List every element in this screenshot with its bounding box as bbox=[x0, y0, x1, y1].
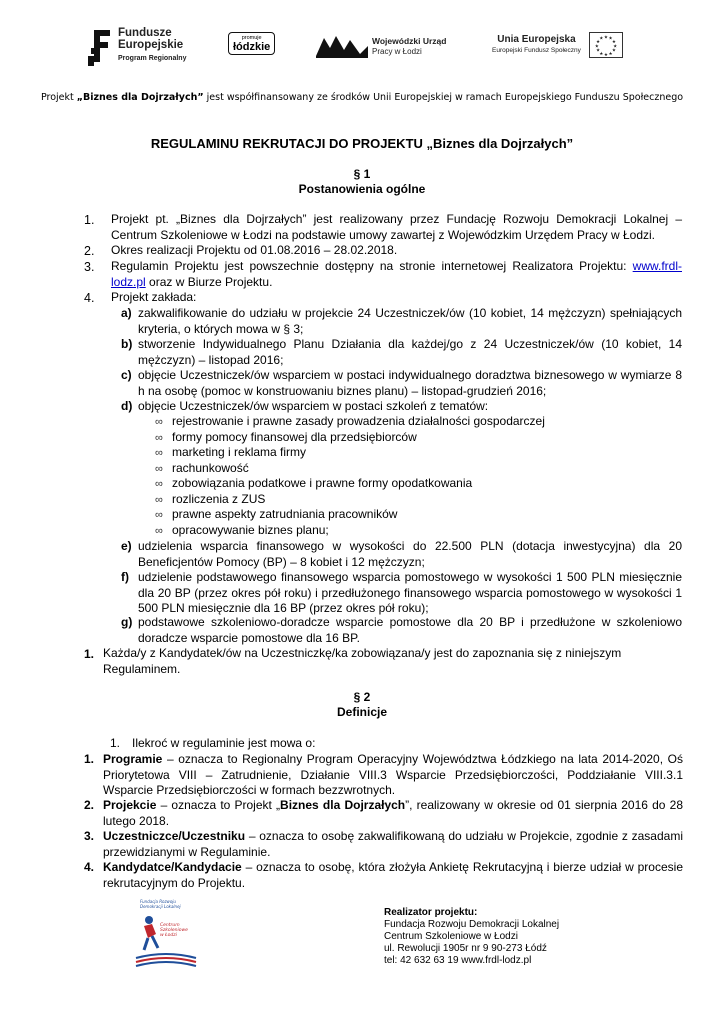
svg-text:★: ★ bbox=[599, 36, 604, 42]
cofinancing-project-name: „Biznes dla Dojrzałych” bbox=[76, 92, 204, 103]
footer-implementer bbox=[384, 907, 559, 967]
svg-text:★: ★ bbox=[603, 35, 608, 41]
s1-p2-number: 2. bbox=[84, 244, 95, 258]
topic-bullet-icon: ∞ bbox=[155, 432, 163, 444]
footer-line1: Fundacja Rozwoju Demokracji Lokalnej bbox=[384, 919, 560, 930]
svg-text:★: ★ bbox=[594, 44, 599, 50]
ue-line1: Unia Europejska bbox=[497, 34, 576, 45]
s2-d1-text: – oznacza to Regionalny Program Operacyjny Województwa Łódzkiego na lata 2014-2020, Oś Priorytetowa VIII – Zatrudnienie, Działanie VIII.3 Wsparcie Przedsiębiorczości, Poddziałanie VIII.3.1 Wsparcie Przedsiębiorczości w formach bezzwrotnych. bbox=[103, 752, 683, 798]
s1-paragraph-4: Projekt zakłada: bbox=[111, 290, 197, 304]
s2-definition-4 bbox=[103, 860, 683, 891]
s1-item-g: podstawowe szkoleniowo-doradcze wsparcie pomostowe dla 20 BP i przedłużone w szkoleniowo doradcze wsparcie pomostowe dla 16 BP. bbox=[138, 615, 682, 645]
section-2-heading: Definicje bbox=[336, 705, 387, 719]
ue-logo bbox=[492, 32, 623, 58]
s2-d4-text: – oznacza to osobę, która złożyła Ankietę Rekrutacyjną i bierze udział w procesie rekrutacyjnym do Projektu. bbox=[103, 860, 683, 890]
frdl-logo-line4: Szkoleniowe bbox=[160, 928, 188, 933]
s1-item-b-label: b) bbox=[121, 337, 133, 351]
svg-text:★: ★ bbox=[603, 53, 608, 58]
s1-item-b: stworzenie Indywidualnego Planu Działania dla każdej/go z 24 Uczestniczek/ów (10 kobiet, 14 mężczyzn) – listopad 2016; bbox=[138, 337, 682, 367]
frdl-logo-line2: Demokracji Lokalnej bbox=[140, 904, 181, 909]
frdl-logo-line1: Fundacja Rozwoju bbox=[140, 899, 176, 904]
header-logos bbox=[0, 22, 724, 76]
wup-mountains-icon bbox=[316, 34, 368, 58]
training-topic: zobowiązania podatkowe i prawne formy opodatkowania bbox=[172, 476, 473, 490]
s2-d2-text-a: – oznacza to Projekt „ bbox=[156, 798, 281, 812]
svg-text:★: ★ bbox=[595, 40, 601, 46]
s1-paragraph-5: Każda/y z Kandydatek/ów na Uczestniczkę/ka zobowiązana/y jest do zapoznania się z niniejszym Regulaminem. bbox=[103, 646, 622, 676]
wup-line1: Wojewódzki Urząd bbox=[372, 35, 447, 46]
svg-text:★: ★ bbox=[608, 51, 613, 57]
s2-d4-number: 4. bbox=[84, 860, 95, 874]
training-topic: prawne aspekty zatrudniania pracowników bbox=[172, 507, 398, 521]
section-2-sign: § 2 bbox=[353, 690, 371, 704]
svg-text:★: ★ bbox=[611, 48, 616, 54]
s2-d3-term: Uczestniczce/Uczestniku bbox=[103, 829, 246, 843]
s2-definition-1 bbox=[103, 752, 683, 799]
training-topic: rejestrowanie i prawne zasady prowadzenia działalności gospodarczej bbox=[172, 414, 545, 428]
s2-d3-number: 3. bbox=[84, 829, 95, 843]
fe-line2: Europejskie bbox=[118, 39, 184, 51]
topic-bullet-icon: ∞ bbox=[155, 478, 163, 490]
frdl-logo-line3: Centrum bbox=[160, 923, 180, 928]
training-topic: rozliczenia z ZUS bbox=[172, 492, 266, 506]
s1-p3-number: 3. bbox=[84, 260, 95, 274]
svg-text:★: ★ bbox=[608, 36, 613, 42]
s1-item-e-label: e) bbox=[121, 539, 132, 553]
fundusze-europejskie-logo bbox=[88, 26, 186, 66]
training-topic: opracowywanie biznes planu; bbox=[172, 523, 329, 537]
section-1-heading: Postanowienia ogólne bbox=[298, 182, 426, 196]
cofinancing-pre: Projekt bbox=[40, 92, 77, 103]
wup-logo bbox=[316, 34, 446, 58]
s1-paragraph-3 bbox=[111, 259, 682, 290]
topic-bullet-icon: ∞ bbox=[155, 494, 163, 506]
s2-definition-3 bbox=[103, 829, 683, 860]
s1-p3-text-b: oraz w Biurze Projektu. bbox=[145, 274, 273, 289]
s2-d1-number: 1. bbox=[84, 752, 95, 766]
s1-paragraph-1: Projekt pt. „Biznes dla Dojrzałych” jest realizowany przez Fundację Rozwoju Demokracji Lokalnej – Centrum Szkoleniowe w Łodzi na podstawie umowy zawartej z Wojewódzkim Urzędem Pracy w Łodzi. bbox=[111, 212, 682, 242]
footer-line2: Centrum Szkoleniowe w Łodzi bbox=[384, 931, 518, 942]
ue-line2: Europejski Fundusz Społeczny bbox=[492, 47, 581, 54]
s1-p4-number: 4. bbox=[84, 291, 95, 305]
footer-label: Realizator projektu: bbox=[384, 907, 478, 918]
s2-d3-text: – oznacza to osobę zakwalifikowaną do udziału w Projekcie, zgodnie z zasadami przewidzianymi w Regulaminie. bbox=[103, 829, 683, 859]
document-title: REGULAMINU REKRUTACJI DO PROJEKTU „Biznes dla Dojrzałych” bbox=[150, 136, 574, 151]
topic-bullet-icon: ∞ bbox=[155, 416, 163, 428]
s2-d4-term: Kandydatce/Kandydacie bbox=[103, 860, 242, 874]
s1-item-c-label: c) bbox=[121, 368, 132, 382]
svg-text:★: ★ bbox=[599, 51, 604, 57]
fe-line1: Fundusze bbox=[118, 27, 172, 39]
topic-bullet-icon: ∞ bbox=[155, 447, 163, 459]
s1-item-c: objęcie Uczestniczek/ów wsparciem w postaci indywidualnego doradztwa biznesowego w wymiarze 8 h na osobę (pomoc w konstruowaniu biznes planu) – listopad-grudzień 2016; bbox=[138, 368, 682, 398]
topic-bullet-icon: ∞ bbox=[155, 463, 163, 475]
footer-line3: ul. Rewolucji 1905r nr 9 90-273 Łódź bbox=[384, 943, 547, 954]
s2-d2-text-b: ”, realizowany w okresie od 01 sierpnia 2016 do 28 lutego 2018. bbox=[103, 798, 683, 828]
svg-text:★: ★ bbox=[613, 44, 618, 50]
s1-item-d-label: d) bbox=[121, 399, 133, 413]
s2-d2-project-name: Biznes dla Dojrzałych bbox=[280, 798, 406, 812]
s1-p5-number: 1. bbox=[84, 647, 95, 661]
lodzkie-logo bbox=[228, 32, 275, 55]
s2-definition-2 bbox=[103, 798, 683, 829]
frdl-logo-line5: w Łodzi bbox=[160, 933, 177, 938]
s1-item-e: udzielenia wsparcia finansowego w wysokości do 22.500 PLN (dotacja inwestycyjna) dla 20 Beneficjentów Pomocy (BP) – 8 kobiet i 12 mężczyzn; bbox=[138, 539, 682, 569]
cofinancing-post: jest współfinansowany ze środków Unii Europejskiej w ramach Europejskiego Funduszu Społecznego bbox=[203, 92, 684, 103]
lodzkie-text: łódzkie bbox=[233, 41, 271, 53]
frdl-website-link[interactable]: www.frdl-lodz.pl bbox=[111, 259, 682, 289]
fundusze-europejskie-icon bbox=[88, 26, 114, 66]
s2-d1-term: Programie bbox=[103, 752, 163, 766]
topic-bullet-icon: ∞ bbox=[155, 509, 163, 521]
fe-line3: Program Regionalny bbox=[118, 55, 187, 62]
section-1-sign: § 1 bbox=[353, 167, 371, 181]
s1-item-d: objęcie Uczestniczek/ów wsparciem w postaci szkoleń z tematów: bbox=[138, 399, 489, 413]
s1-item-f: udzielenie podstawowego finansowego wsparcia pomostowego w wysokości 1 500 PLN miesięcznie dla 20 BP (przez okres pół roku) i przedłużonego finansowego wsparcia pomostowego w wysokości 1 500 PLN miesięcznie dla 16 BP (przez okres pół roku); bbox=[138, 570, 682, 616]
lodzkie-small: promuje bbox=[241, 35, 262, 41]
s2-d2-term: Projekcie bbox=[103, 798, 157, 812]
eu-flag-icon bbox=[589, 32, 623, 58]
svg-text:★: ★ bbox=[595, 48, 601, 54]
s1-item-g-label: g) bbox=[121, 615, 133, 629]
training-topic: marketing i reklama firmy bbox=[172, 445, 307, 459]
wup-line2: Pracy w Łodzi bbox=[372, 46, 422, 56]
s1-paragraph-2: Okres realizacji Projektu od 01.08.2016 – 28.02.2018. bbox=[111, 243, 398, 257]
training-topic: rachunkowość bbox=[172, 461, 249, 475]
s1-p3-text-a: Regulamin Projektu jest powszechnie dostępny na stronie internetowej Realizatora Projektu: bbox=[111, 259, 633, 273]
frdl-logo-icon bbox=[134, 898, 198, 972]
footer-line4: tel: 42 632 63 19 www.frdl-lodz.pl bbox=[384, 955, 532, 966]
s1-item-a: zakwalifikowanie do udziału w projekcie 24 Uczestniczek/ów (10 kobiet, 14 mężczyzn) spełniających kryteria, o których mowa w § 3; bbox=[138, 306, 682, 336]
s2-d2-number: 2. bbox=[84, 798, 95, 812]
s2-intro: Ilekroć w regulaminie jest mowa o: bbox=[132, 736, 316, 750]
svg-text:★: ★ bbox=[611, 40, 616, 46]
topic-bullet-icon: ∞ bbox=[155, 525, 163, 537]
s1-item-f-label: f) bbox=[121, 570, 129, 584]
cofinancing-note bbox=[0, 92, 724, 103]
training-topic: formy pomocy finansowej dla przedsiębiorców bbox=[172, 430, 417, 444]
s2-intro-number: 1. bbox=[110, 736, 121, 750]
s1-item-a-label: a) bbox=[121, 306, 132, 320]
s1-p1-number: 1. bbox=[84, 213, 95, 227]
